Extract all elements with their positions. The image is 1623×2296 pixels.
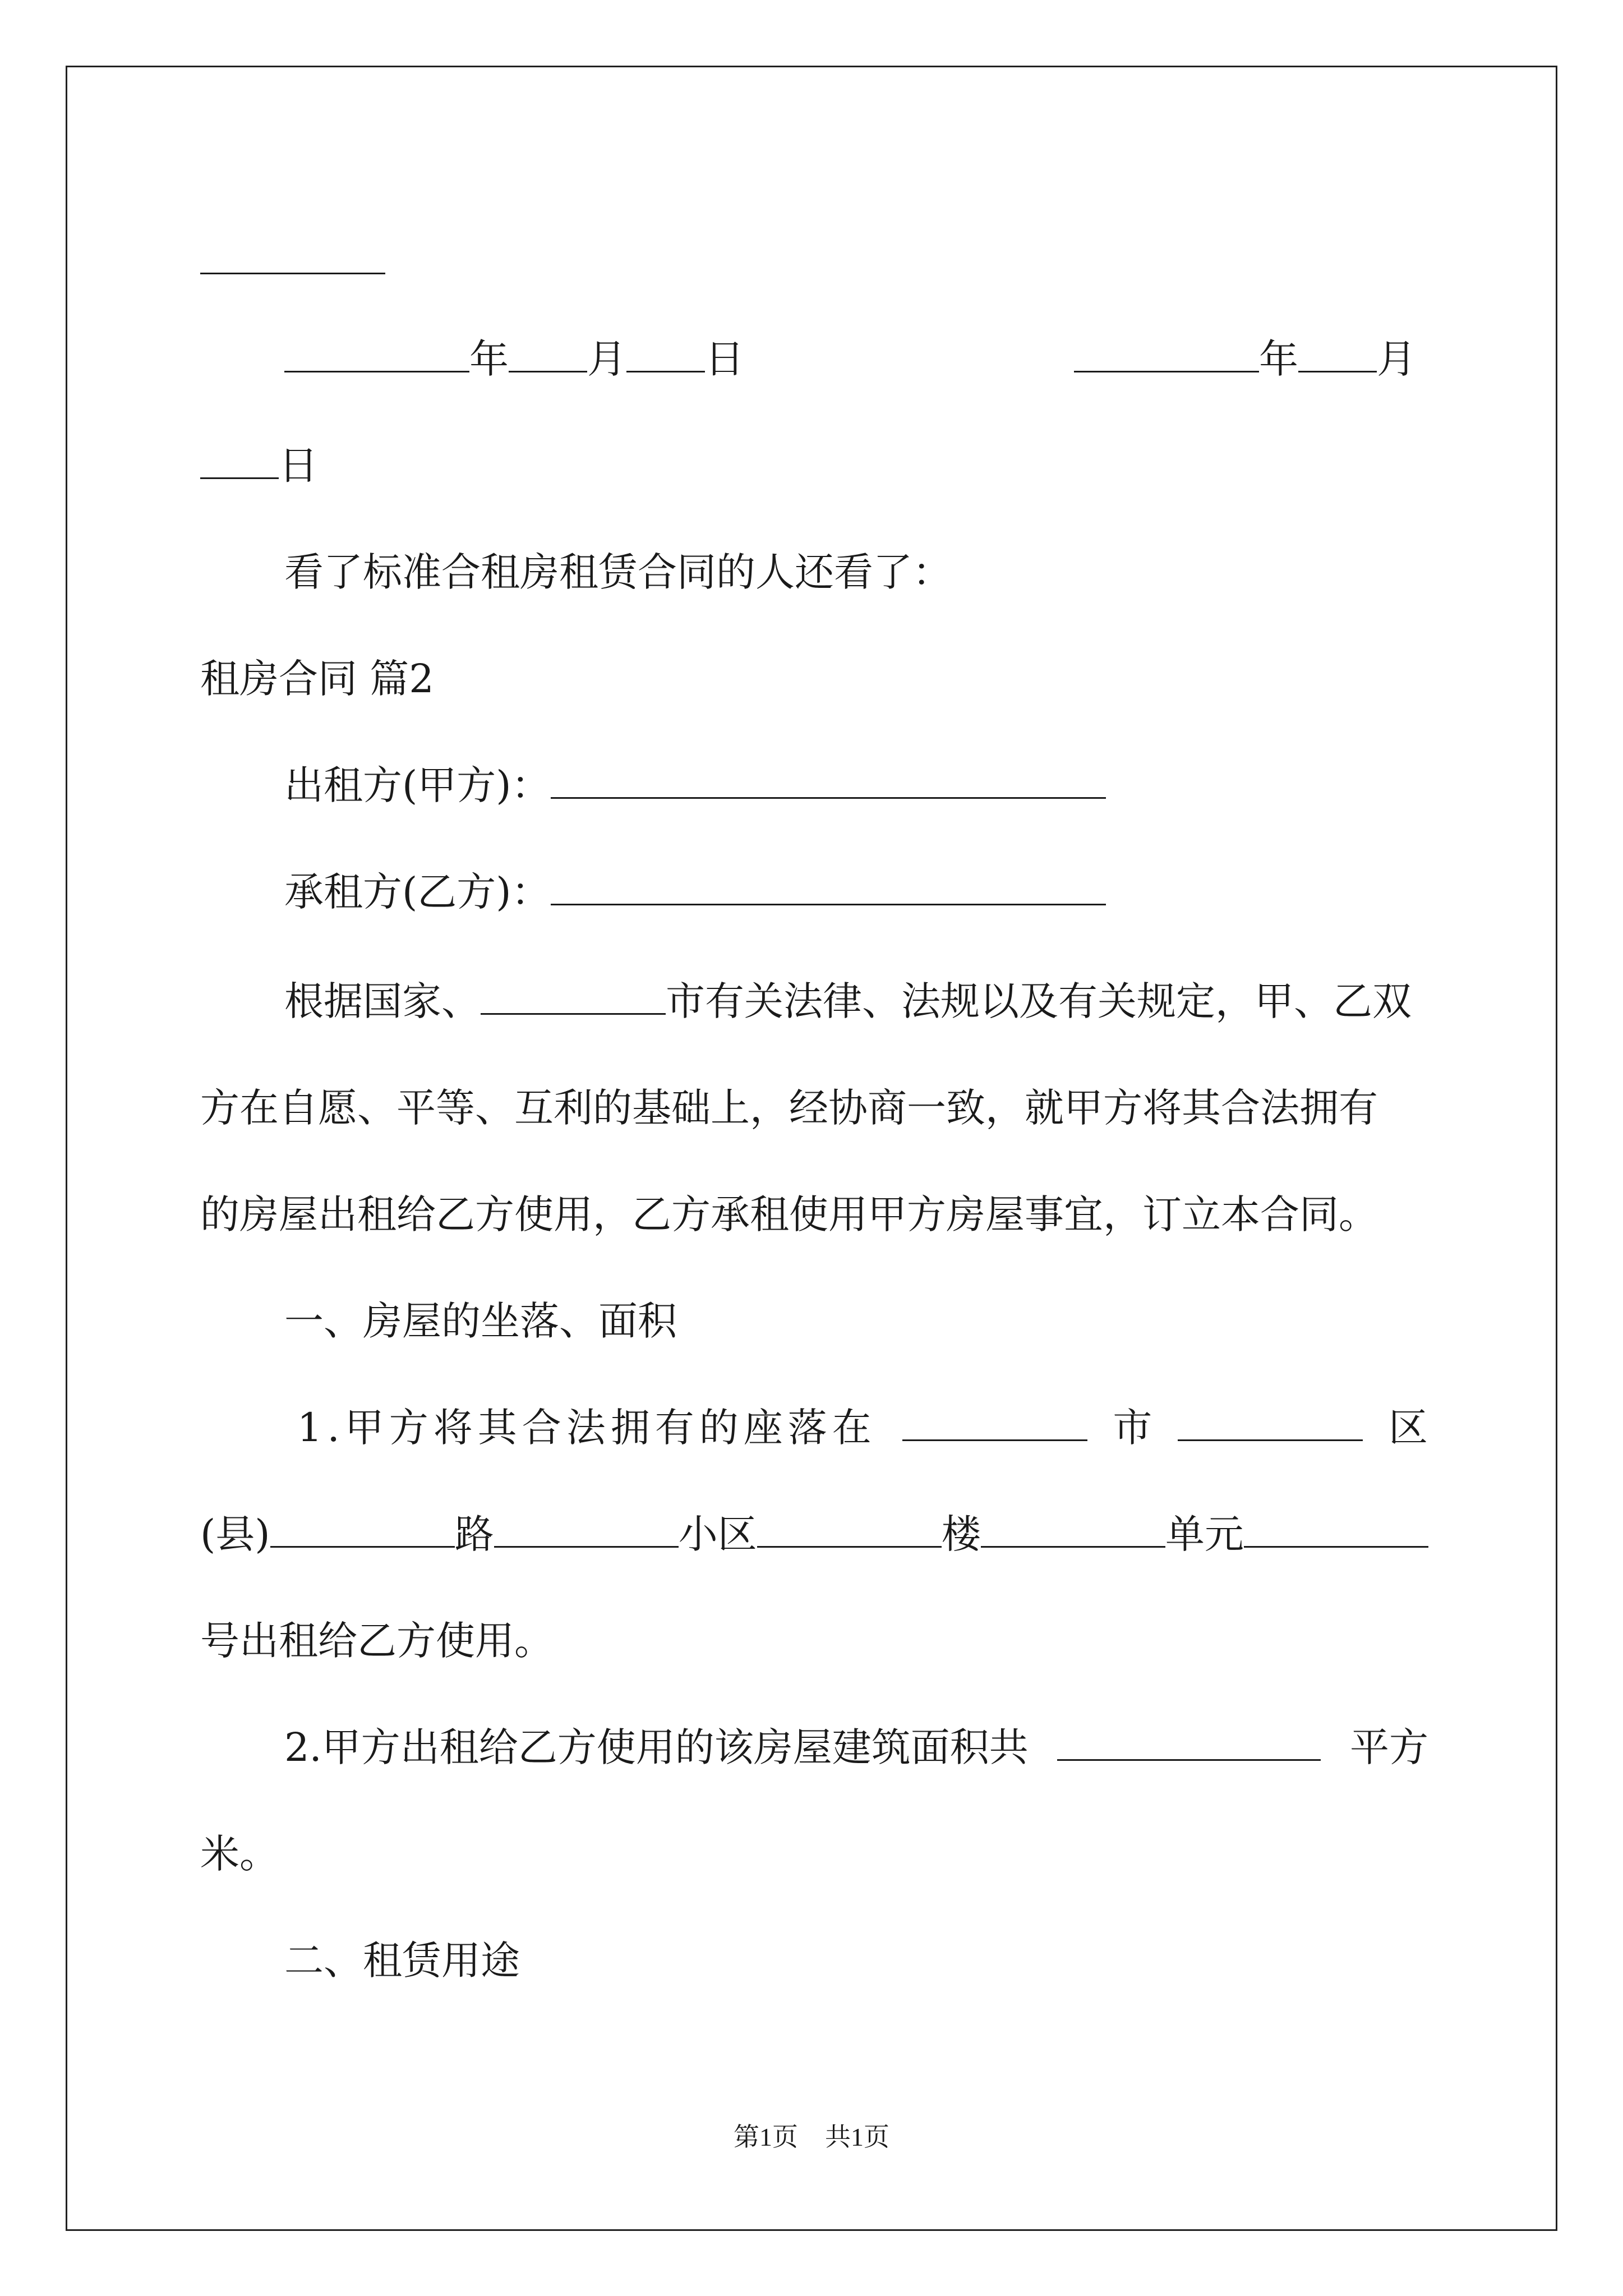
section-title: 租房合同 篇2 [200, 656, 434, 702]
heading-lease-purpose: 二、租赁用途 [284, 1938, 520, 1984]
item1-community: 小区 [678, 1511, 757, 1557]
item2-text: 2.甲方出租给乙方使用的该房屋建筑面积共 [284, 1724, 1029, 1770]
item1-district: 区 [1388, 1405, 1428, 1451]
date-left-month: 月 [587, 336, 626, 382]
item2-line-1 [284, 1722, 1428, 1773]
page-border [66, 66, 1557, 2231]
date-right-day: 日 [279, 443, 318, 489]
intro-part2: 市有关法律、法规以及有关规定，甲、乙双 [666, 978, 1412, 1024]
lessee-line [284, 867, 1106, 917]
item1-county: (县) [200, 1511, 270, 1557]
item1-road: 路 [454, 1511, 494, 1557]
intro-part1: 根据国家、 [284, 978, 481, 1024]
date-right-year: 年 [1259, 336, 1298, 382]
intro-line-2: 方在自愿、平等、互利的基础上，经协商一致，就甲方将其合法拥有 [200, 1085, 1378, 1131]
lessee-label: 承租方(乙方)： [284, 869, 551, 915]
page-current: 第1页 [734, 2123, 798, 2151]
item1-unit: 单元 [1165, 1511, 1244, 1557]
item1-line-2 [200, 1509, 1428, 1559]
date-right [1074, 334, 1416, 384]
item2-unit-1: 平方 [1349, 1724, 1428, 1770]
date-left [284, 334, 744, 384]
intro-line-3: 的房屋出租给乙方使用，乙方承租使用甲方房屋事宜，订立本合同。 [200, 1191, 1378, 1237]
lessor-label: 出租方(甲方)： [284, 762, 551, 808]
page-footer [0, 2122, 1623, 2153]
seen-also-text: 看了标准合租房租赁合同的人还看了： [284, 549, 952, 595]
item1-city: 市 [1113, 1405, 1152, 1451]
item1-end: 号出租给乙方使用。 [200, 1618, 554, 1664]
signature-blank-line [200, 236, 385, 286]
lessor-line [284, 760, 1106, 811]
date-left-year: 年 [469, 336, 509, 382]
page-total: 共1页 [825, 2123, 889, 2151]
date-right-month: 月 [1377, 336, 1416, 382]
item2-unit-2: 米。 [200, 1831, 279, 1877]
date-left-day: 日 [705, 336, 744, 382]
date-right-day-line [200, 440, 318, 491]
item1-prefix: 1.甲方将其合法拥有的座落在 [297, 1405, 877, 1451]
heading-location-area: 一、房屋的坐落、面积 [284, 1298, 677, 1344]
item1-building: 楼 [941, 1511, 981, 1557]
item1-line-1 [297, 1402, 1428, 1453]
intro-line-1 [284, 976, 1412, 1027]
